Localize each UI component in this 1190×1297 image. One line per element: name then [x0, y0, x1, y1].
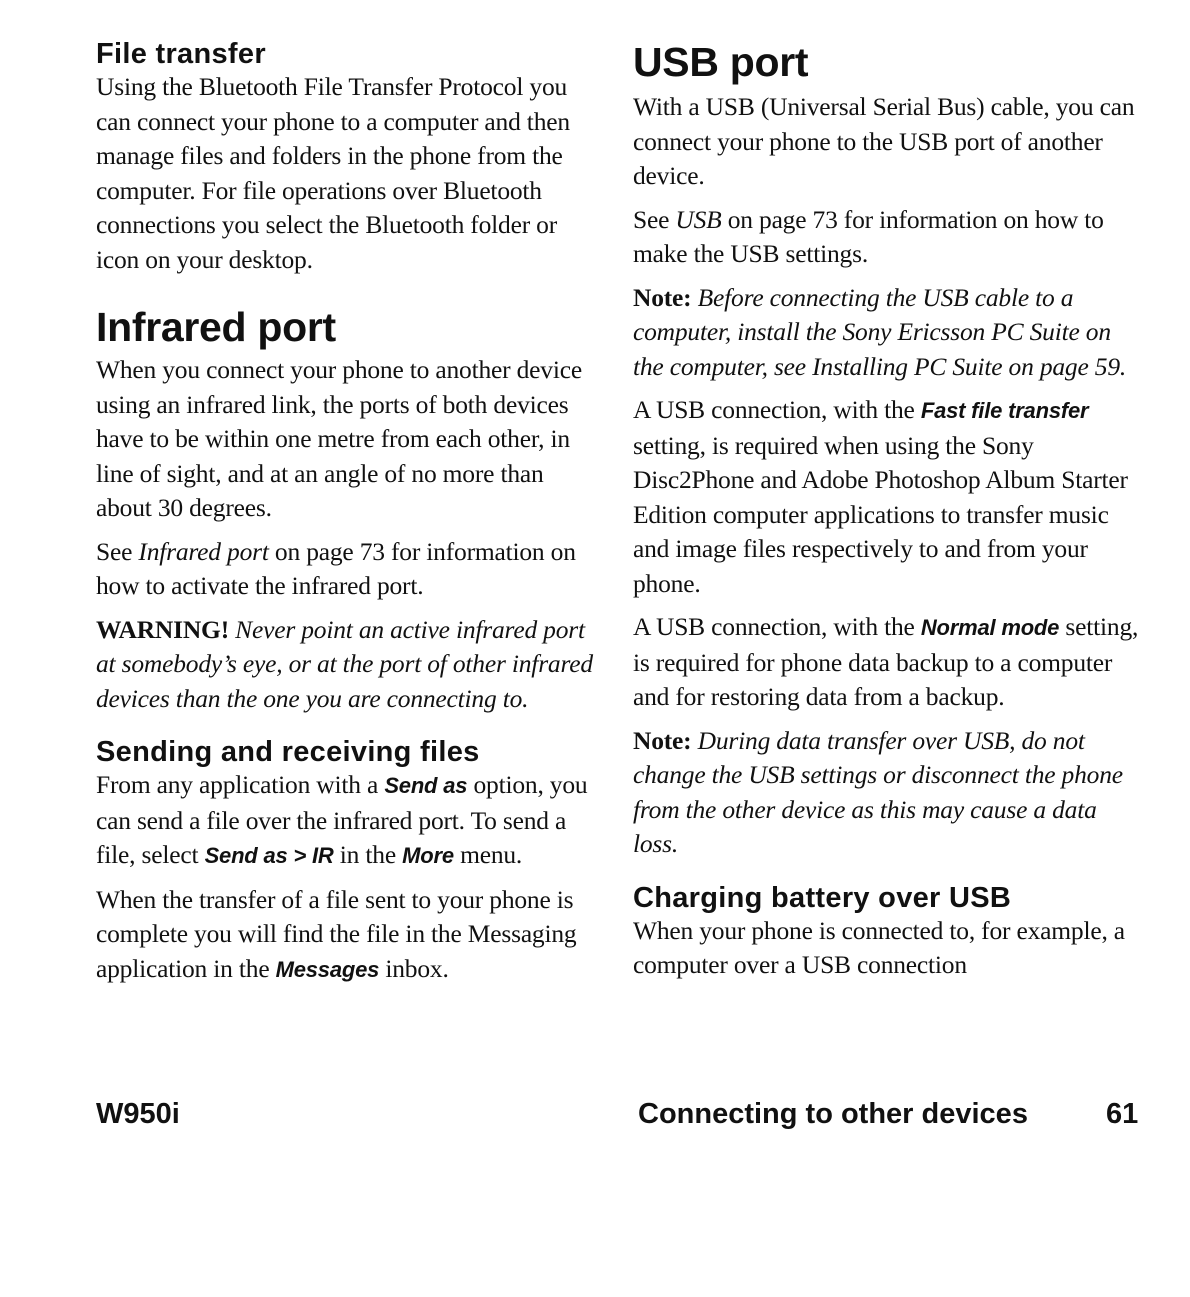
text-fragment: A USB connection, with the [633, 612, 921, 641]
text-fragment: inbox. [379, 953, 449, 983]
note-label: Note: [633, 282, 692, 312]
text-fragment: From any application with a [96, 770, 385, 799]
sending-receiving-heading: Sending and receiving files [96, 736, 480, 768]
text-fragment: setting, is required when using the Sony Disc2Phone and Adobe Photoshop Album Starter Edition computer applications to transfer music and image files respectively to and from your phone. [633, 430, 1128, 598]
footer-section-title: Connecting to other devices [638, 1098, 1028, 1130]
footer-model: W950i [96, 1098, 180, 1130]
note-text: During data transfer over USB, do not change the USB settings or disconnect the phone from the other device as this may cause a data loss. [633, 725, 1123, 858]
normal-mode-setting: Normal mode [920, 615, 1060, 640]
note-text: Before connecting the USB cable to a computer, install the Sony Ericsson PC Suite on the computer, see Installing PC Suite on page 59. [633, 282, 1127, 381]
infrared-text-2 [96, 535, 604, 604]
file-transfer-text: Using the Bluetooth File Transfer Protocol you can connect your phone to a computer and then manage files and folders in the phone from the computer. For file operations over Bluetooth connections you select the Bluetooth folder or icon on your desktop. [96, 72, 570, 274]
charging-heading: Charging battery over USB [633, 881, 1012, 914]
left-column [96, 38, 604, 996]
sending-text-2 [96, 883, 604, 988]
send-as-option: Send as [384, 773, 468, 798]
usb-note-1 [633, 281, 1143, 385]
infrared-warning [96, 613, 604, 717]
usb-text-4 [633, 610, 1143, 715]
text-fragment: menu. [453, 840, 523, 869]
text-fragment: When the transfer of a file sent to your phone is complete you will find the file in the Messaging application in the [96, 884, 577, 983]
file-transfer-heading: File transfer [96, 38, 266, 70]
text-fragment: in the [333, 840, 403, 869]
footer-page-number: 61 [1106, 1098, 1139, 1130]
charging-text: When your phone is connected to, for example, a computer over a USB connection [633, 915, 1125, 979]
infrared-port-heading: Infrared port [96, 304, 336, 350]
text-fragment: on page 73 for information on how to make the USB settings. [633, 204, 1104, 268]
usb-text-1: With a USB (Universal Serial Bus) cable, you can connect your phone to the USB port of another device. [633, 92, 1135, 190]
infrared-text-1: When you connect your phone to another device using an infrared link, the ports of both devices have to be within one metre from each other, in line of sight, and at an angle of no more than about 30 degrees. [96, 355, 582, 522]
usb-text-2 [633, 203, 1143, 272]
sending-text-1 [96, 768, 604, 874]
text-fragment: on page 73 for information on how to activate the infrared port. [96, 536, 576, 600]
text-fragment: See [96, 536, 139, 566]
fast-file-transfer-setting: Fast file transfer [920, 398, 1089, 423]
usb-reference: USB [675, 204, 722, 234]
right-column [633, 38, 1143, 992]
usb-port-heading: USB port [633, 39, 809, 85]
warning-label: WARNING! [96, 614, 229, 644]
messages-inbox: Messages [275, 956, 380, 982]
more-menu: More [402, 843, 454, 868]
text-fragment: See [633, 204, 676, 234]
text-fragment: option, you can send a file over the infrared port. To send a file, select [96, 770, 588, 869]
text-fragment: setting, is required for phone data backup to a computer and for restoring data from a backup. [633, 612, 1139, 711]
text-fragment: A USB connection, with the [633, 395, 921, 424]
infrared-port-reference: Infrared port [138, 536, 269, 566]
warning-text: Never point an active infrared port at somebody’s eye, or at the port of other infrared devices than the one you are connecting to. [96, 614, 593, 713]
note-label: Note: [633, 725, 692, 755]
usb-note-2 [633, 724, 1143, 862]
usb-text-3 [633, 393, 1143, 601]
send-as-ir-option: Send as > IR [204, 843, 334, 868]
